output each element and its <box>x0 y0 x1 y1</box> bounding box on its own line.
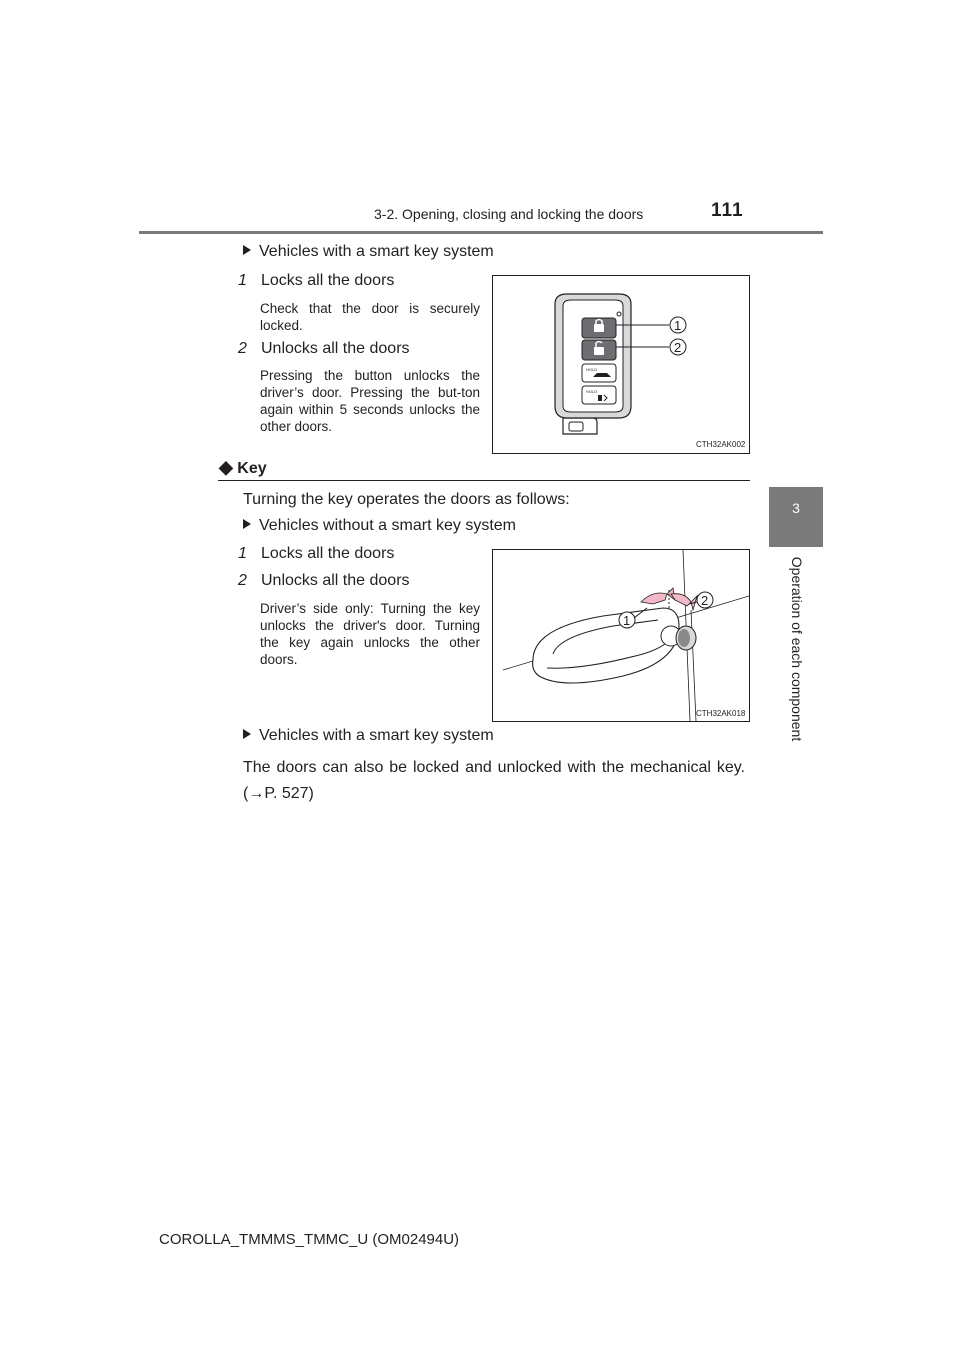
svg-text:HOLD: HOLD <box>586 389 598 394</box>
door-key-figure <box>492 549 750 722</box>
with-smart-key-text: The doors can also be locked and unlocked with the mechanical key. (→P. 527) <box>243 759 745 802</box>
smart-key-figure <box>492 275 750 454</box>
svg-text:2: 2 <box>674 340 682 355</box>
triangle-bullet-icon <box>243 729 251 739</box>
with-smart-key-heading: Vehicles with a smart key system <box>243 727 494 745</box>
figure-code: CTH32AK002 <box>696 440 746 449</box>
smart-key-heading: Vehicles with a smart key system <box>243 243 494 261</box>
chapter-title: Operation of each component <box>789 556 805 742</box>
key-heading: ◆ Key <box>219 457 267 477</box>
item-description: Pressing the button unlocks the driver’s door. Pressing the but-ton again within 5 seconds unlocks the other doors. <box>260 368 480 434</box>
figure-code: CTH32AK018 <box>696 709 746 718</box>
section-rule <box>218 480 750 481</box>
triangle-bullet-icon <box>243 519 251 529</box>
item-number: 2 <box>238 572 247 589</box>
item-number: 1 <box>238 272 247 289</box>
item-description: Check that the door is securely locked. <box>260 301 480 333</box>
item-title: Locks all the doors <box>261 545 395 562</box>
door-handle-illustration <box>493 550 749 721</box>
svg-text:HOLD: HOLD <box>586 367 598 372</box>
section-title: 3-2. Opening, closing and locking the doors <box>374 206 644 222</box>
triangle-bullet-icon <box>243 245 251 255</box>
smart-key-illustration <box>493 276 749 453</box>
item-description: Driver’s side only: Turning the key unlocks the driver's door. Turning the key again unlocks the other doors. <box>260 601 480 667</box>
item-title: Unlocks all the doors <box>261 572 410 589</box>
key-intro: Turning the key operates the doors as follows: <box>243 491 570 508</box>
item-number: 2 <box>238 340 247 357</box>
chapter-tab <box>769 487 823 547</box>
svg-text:2: 2 <box>701 593 709 608</box>
svg-text:1: 1 <box>674 318 682 333</box>
item-title: Unlocks all the doors <box>261 340 410 357</box>
svg-text:1: 1 <box>623 613 631 628</box>
chapter-number: 3 <box>792 500 800 516</box>
item-number: 1 <box>238 545 247 562</box>
page-number: 111 <box>711 200 744 221</box>
diamond-bullet-icon: ◆ <box>219 457 233 477</box>
footer-model-code: COROLLA_TMMMS_TMMC_U (OM02494U) <box>159 1231 460 1248</box>
item-title: Locks all the doors <box>261 272 395 289</box>
no-smart-key-heading: Vehicles without a smart key system <box>243 517 516 535</box>
header-rule <box>139 231 823 234</box>
